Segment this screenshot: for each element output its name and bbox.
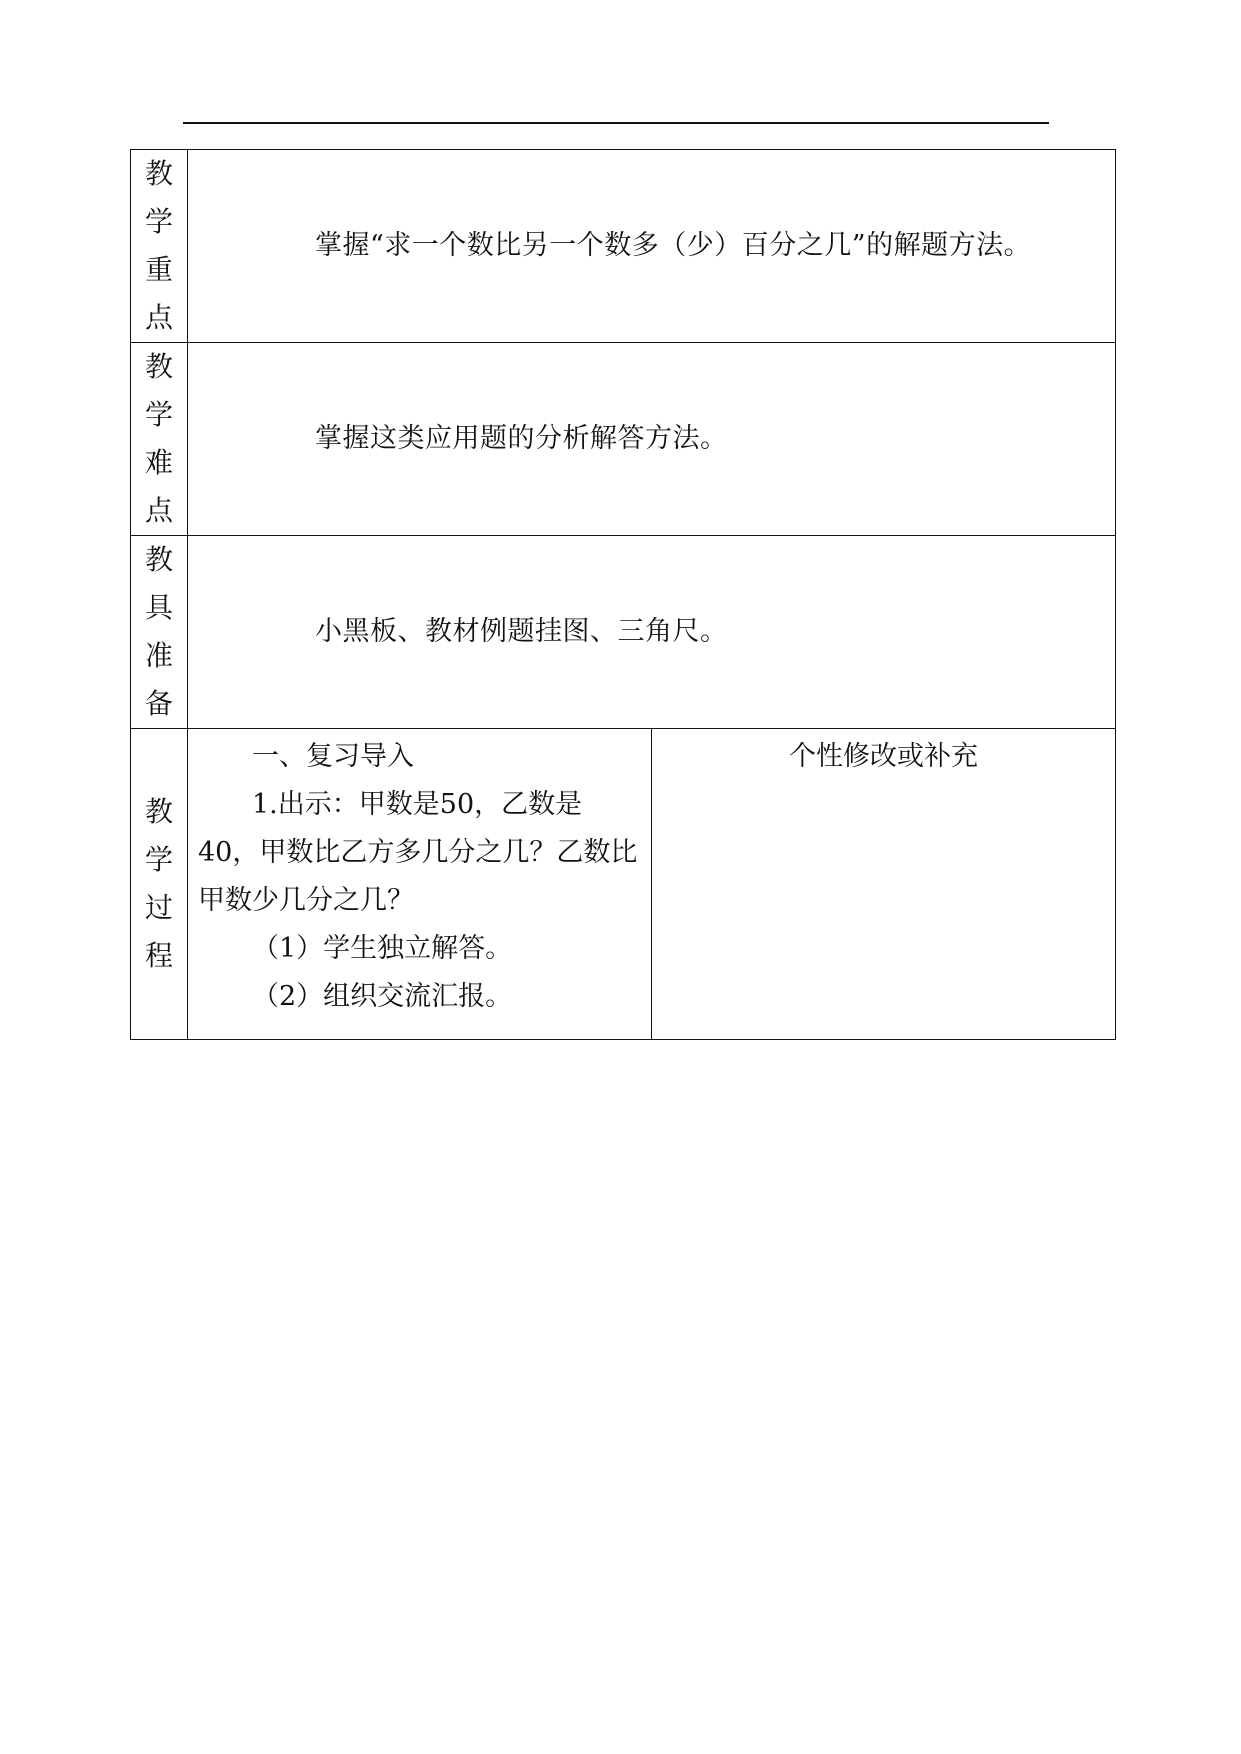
label-char: 点: [144, 301, 173, 334]
label-char: 具: [144, 591, 173, 624]
row-content-difficulties: [188, 343, 1116, 536]
process-item-1: 1.出示：甲数是50，乙数是40，甲数比乙方多几分之几？乙数比甲数少几分之几？: [198, 789, 638, 916]
label-char: 准: [144, 639, 173, 672]
label-char: 学: [144, 205, 173, 238]
row-content-teaching-aids: [188, 536, 1116, 729]
label-char: 学: [144, 843, 173, 876]
label-char: 重: [144, 253, 173, 286]
table-row-process: [131, 729, 1116, 1040]
label-char: 难: [144, 446, 173, 479]
process-content: [188, 729, 652, 1040]
lesson-plan-table: [130, 149, 1116, 1040]
revision-header: 个性修改或补充: [789, 741, 978, 772]
label-char: 学: [144, 398, 173, 431]
key-points-text: 掌握“求一个数比另一个数多（少）百分之几”的解题方法。: [315, 230, 1032, 261]
label-char: 过: [144, 891, 173, 924]
label-char: 教: [144, 350, 173, 383]
revision-column: [652, 729, 1116, 1040]
difficulties-text: 掌握这类应用题的分析解答方法。: [315, 423, 728, 454]
process-step-2: （2）组织交流汇报。: [252, 981, 513, 1012]
row-label-difficulties: [131, 343, 188, 536]
label-char: 备: [144, 687, 173, 720]
row-label-key-points: [131, 150, 188, 343]
label-char: 教: [144, 543, 173, 576]
row-label-teaching-aids: [131, 536, 188, 729]
process-step-1: （1）学生独立解答。: [252, 933, 513, 964]
row-label-process: [131, 729, 188, 1040]
table-row-teaching-aids: [131, 536, 1116, 729]
table-row-key-points: [131, 150, 1116, 343]
row-content-key-points: [188, 150, 1116, 343]
label-char: 教: [144, 795, 173, 828]
teaching-aids-text: 小黑板、教材例题挂图、三角尺。: [315, 616, 728, 647]
label-char: 点: [144, 494, 173, 527]
header-rule: [183, 122, 1049, 124]
label-char: 教: [144, 157, 173, 190]
label-char: 程: [144, 939, 173, 972]
table-row-difficulties: [131, 343, 1116, 536]
process-heading: 一、复习导入: [252, 741, 414, 772]
